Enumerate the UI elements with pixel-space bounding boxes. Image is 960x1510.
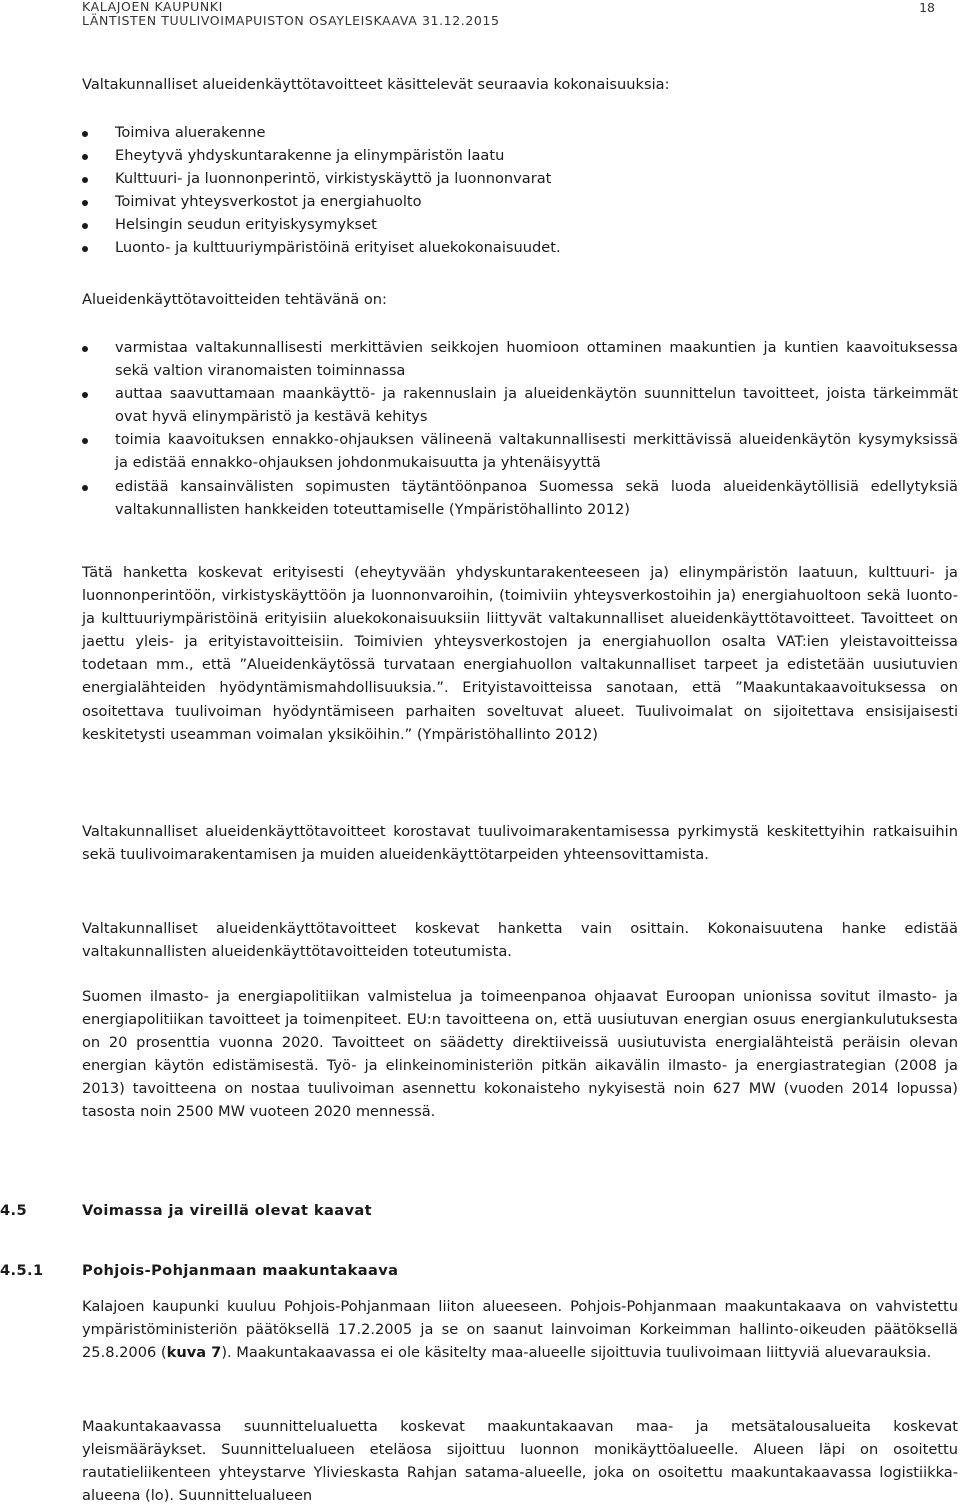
list-item: Toimiva aluerakenne [82, 121, 882, 144]
section-number-4-5-1: 4.5.1 [0, 1262, 44, 1279]
bullet-icon [82, 438, 88, 444]
bullet-icon [82, 346, 88, 352]
bullet-icon [82, 131, 88, 137]
paragraph-regional-plan: Kalajoen kaupunki kuuluu Pohjois-Pohjanmaan liiton alueeseen. Pohjois-Pohjanmaan maakuntakaava on vahvistettu ympäristöministeriön päätöksellä 17.2.2005 ja se on saanut lainvoiman Korkeimman hallinto-oikeuden päätöksellä 25.8.2006 (kuva 7). Maakuntakaavassa ei ole käsitelty maa-alueelle sijoittuvia tuulivoimaan liittyviä aluevarauksia. [82, 1298, 958, 1362]
paragraph-energy-policy: Suomen ilmasto- ja energiapolitiikan valmistelua ja toimeenpanoa ohjaavat Euroopan unionissa sovitut ilmasto- ja energiapolitiikan tavoitteet ja toimenpiteet. EU:n tavoitteena on, että uusiutuvan energian osuus energiankulutuksesta on 20 prosenttia vuonna 2020. Tavoitteet on säädetty direktiiveissä uusiutuvista energialähteistä peräisin olevan energian käytön edistämisestä. Työ- ja elinkeinoministeriön pitkän aikavälin ilmasto- ja energiastrategian (2008 ja 2013) tavoitteena on nostaa tuulivoiman asennettu kokonaisteho nykyisestä noin 627 MW (vuoden 2014 lopussa) tasosta noin 2500 MW vuoteen 2020 mennessä. [82, 988, 958, 1121]
list-item: varmistaa valtakunnallisesti merkittävien seikkojen huomioon ottaminen maakuntien ja kuntien kaavoituksessa sekä valtion viranomaisten toiminnassa [82, 336, 958, 382]
bullet-icon [82, 223, 88, 229]
bullet-icon [82, 246, 88, 252]
figure-reference: kuva 7 [166, 1344, 222, 1362]
bullet-icon [82, 200, 88, 206]
paragraph-planning-area: Maakuntakaavassa suunnittelualuetta koskevat maakuntakaavan maa- ja metsätalousalueita koskevat yleismääräykset. Suunnittelualueen eteläosa sijoittuu luonnon monikäyttöalueelle. Alueen läpi on osoitettu rautatieliikenteen yhteystarve Ylivieskasta Rahjan satama-alueelle, joka on osoitettu maakuntakaavassa logistiikka-alueena (lo). Suunnittelualueen [82, 1418, 958, 1505]
tasks-heading: Alueidenkäyttötavoitteiden tehtävänä on: [82, 291, 387, 308]
section-number-4-5: 4.5 [0, 1202, 28, 1219]
list-item: Eheytyvä yhdyskuntarakenne ja elinympäristön laatu [82, 144, 882, 167]
section-title-4-5: Voimassa ja vireillä olevat kaavat [82, 1202, 373, 1219]
list-item: toimia kaavoituksen ennakko-ohjauksen välineenä valtakunnallisesti merkittävissä alueidenkäytön kysymyksissä ja edistää ennakko-ohjauksen johdonmukaisuutta ja yhtenäisyyttä [82, 428, 958, 474]
page-header [82, 0, 500, 28]
bullet-icon [82, 485, 88, 491]
bullet-icon [82, 154, 88, 160]
list-item: Kulttuuri- ja luonnonperintö, virkistyskäyttö ja luonnonvarat [82, 167, 882, 190]
paragraph-vat-partial: Valtakunnalliset alueidenkäyttötavoitteet koskevat hanketta vain osittain. Kokonaisuutena hanke edistää valtakunnallisten alueidenkäyttötavoitteiden toteutumista. [82, 920, 958, 961]
list-item: Luonto- ja kulttuuriympäristöinä erityiset aluekokonaisuudet. [82, 236, 882, 259]
list-item: auttaa saavuttamaan maankäyttö- ja rakennuslain ja alueidenkäytön suunnittelun tavoitteet, joista tärkeimmät ovat hyvä elinympäristö ja kestävä kehitys [82, 382, 958, 428]
tasks-list [82, 336, 958, 521]
paragraph-vat-emphasis: Valtakunnalliset alueidenkäyttötavoitteet korostavat tuulivoimarakentamisessa pyrkimystä keskitettyihin ratkaisuihin sekä tuulivoimarakentamisen ja muiden alueidenkäyttötarpeiden yhteensovittamista. [82, 823, 958, 864]
bullet-icon [82, 392, 88, 398]
bullet-icon [82, 177, 88, 183]
header-city: KALAJOEN KAUPUNKI [82, 0, 223, 14]
header-plan-title: LÄNTISTEN TUULIVOIMAPUISTON OSAYLEISKAAVA 31.12.2015 [82, 13, 500, 28]
list-item: edistää kansainvälisten sopimusten täytäntöönpanoa Suomessa sekä luoda alueidenkäytöllisiä edellytyksiä valtakunnallisten hankkeiden toteuttamiselle (Ympäristöhallinto 2012) [82, 475, 958, 521]
intro-sentence: Valtakunnalliset alueidenkäyttötavoitteet käsittelevät seuraavia kokonaisuuksia: [82, 76, 670, 93]
list-item: Toimivat yhteysverkostot ja energiahuolto [82, 190, 882, 213]
page-number: 18 [919, 0, 935, 15]
section-title-4-5-1: Pohjois-Pohjanmaan maakuntakaava [82, 1262, 399, 1279]
list-item: Helsingin seudun erityiskysymykset [82, 213, 882, 236]
topics-list [82, 121, 882, 260]
paragraph-vat-relevance: Tätä hanketta koskevat erityisesti (eheytyvään yhdyskuntarakenteeseen ja) elinympäristön laatuun, kulttuuri- ja luonnonperintöön, virkistyskäyttöön ja luonnonvaroihin, (toimiviin yhteysverkostoihin ja) energiahuoltoon sekä luonto- ja kulttuuriympäristöinä erityisiin aluekokonaisuuksiin liittyvät valtakunnalliset alueidenkäyttötavoitteet. Tavoitteet on jaettu yleis- ja erityistavoitteisiin. Toimivien yhteysverkostojen ja energiahuollon osalta VAT:ien yleistavoitteissa todetaan mm., että ”Alueidenkäytössä turvataan energiahuollon valtakunnalliset tarpeet ja edistetään uusiutuvien energialähteiden hyödyntämismahdollisuuksia.”. Erityistavoitteissa sanotaan, että ”Maakuntakaavoituksessa on osoitettava tuulivoiman hyödyntämiseen parhaiten soveltuvat alueet. Tuulivoimalat on sijoitettava ensisijaisesti keskitetysti useamman voimalan yksiköihin.” (Ympäristöhallinto 2012) [82, 564, 958, 743]
